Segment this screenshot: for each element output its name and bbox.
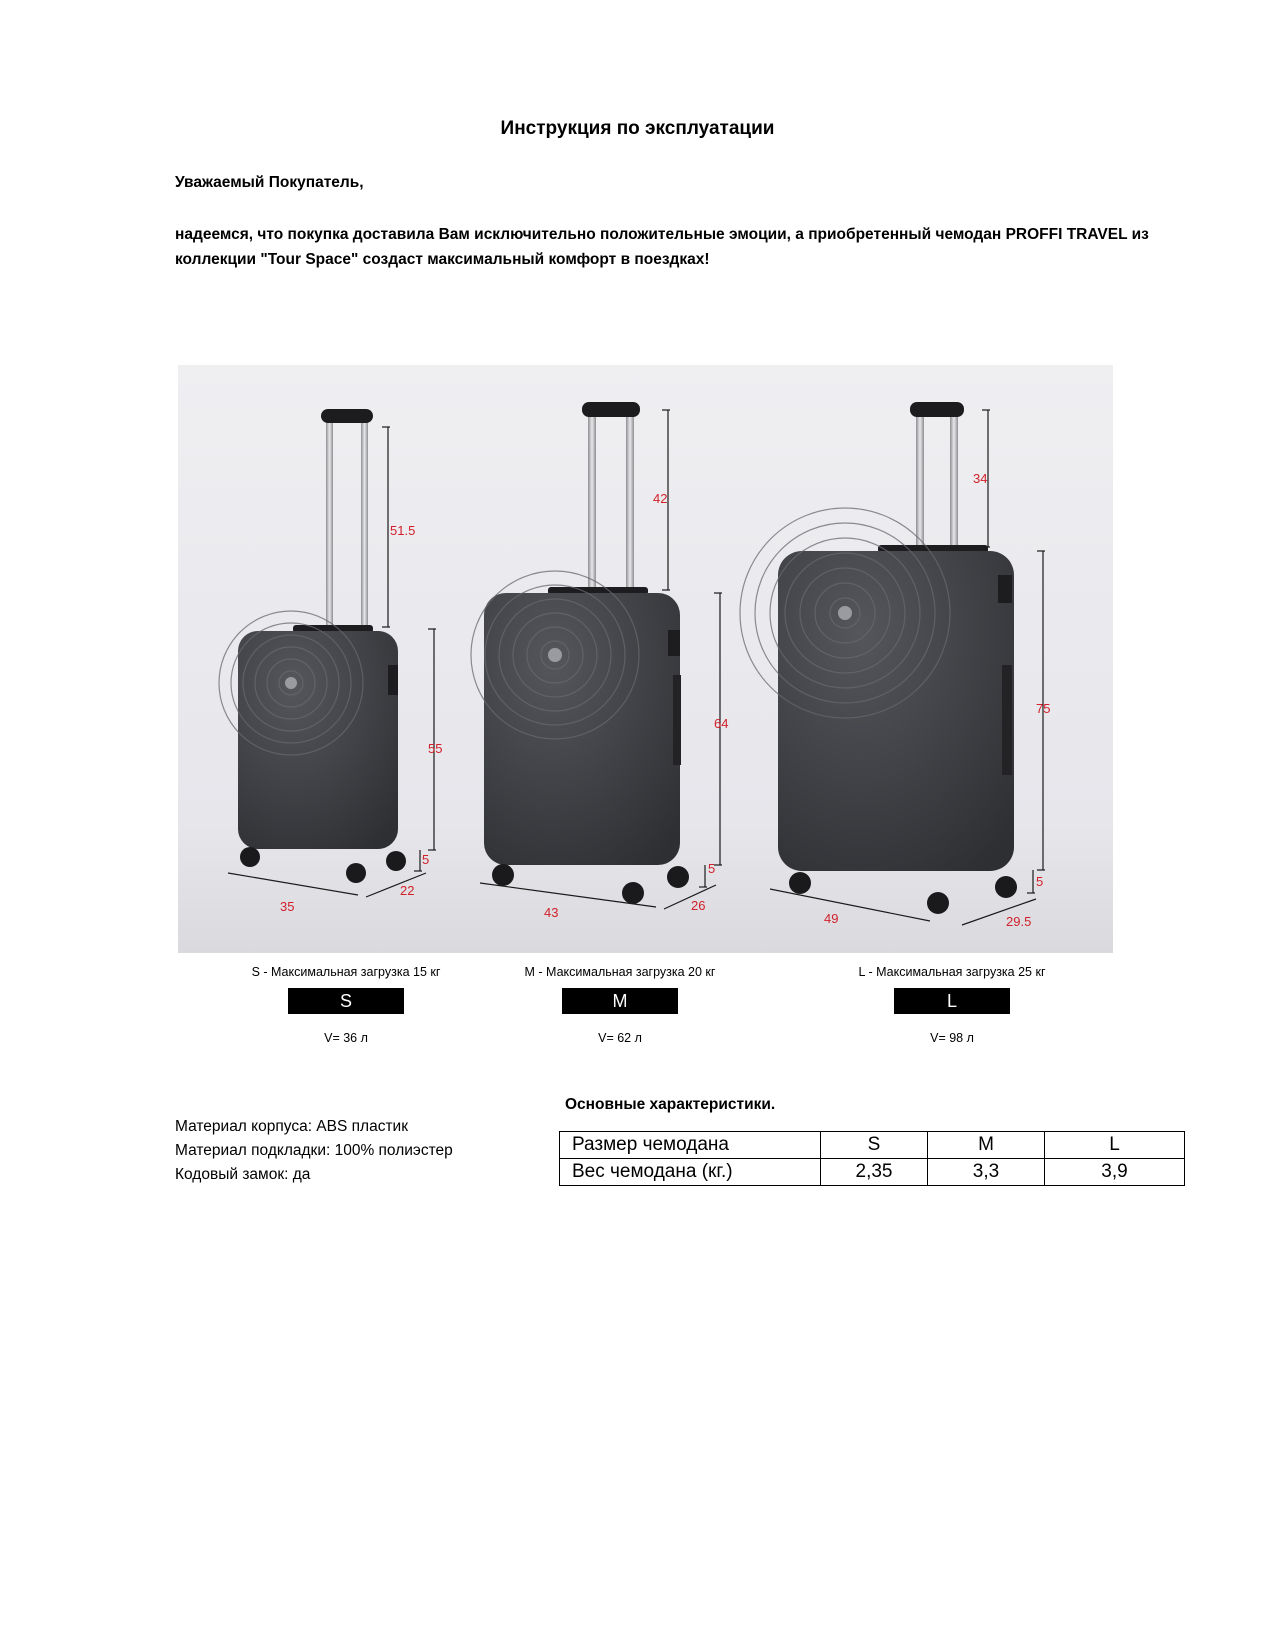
table-cell: S xyxy=(821,1132,928,1159)
size-l-block xyxy=(832,965,1072,1045)
size-s-volume: V= 36 л xyxy=(324,1031,368,1045)
properties-list xyxy=(175,1115,453,1187)
size-l-volume: V= 98 л xyxy=(930,1031,974,1045)
size-m-volume: V= 62 л xyxy=(598,1031,642,1045)
table-cell: 3,9 xyxy=(1045,1159,1185,1186)
size-m-caption: M - Максимальная загрузка 20 кг xyxy=(524,965,716,979)
spec-table xyxy=(559,1131,1185,1186)
dim-m-wheel: 5 xyxy=(708,861,716,876)
dim-m-width: 43 xyxy=(544,905,559,920)
size-l-badge: L xyxy=(894,988,1010,1014)
property-item: Материал подкладки: 100% полиэстер xyxy=(175,1142,453,1159)
page-title: Инструкция по эксплуатации xyxy=(500,118,775,139)
table-row xyxy=(560,1159,1185,1186)
greeting: Уважаемый Покупатель, xyxy=(175,174,364,191)
dim-m-handle: 42 xyxy=(653,491,668,506)
table-cell: Размер чемодана xyxy=(560,1132,821,1159)
dim-l-wheel: 5 xyxy=(1036,874,1044,889)
table-cell: 3,3 xyxy=(928,1159,1045,1186)
dim-l-height: 75 xyxy=(1036,701,1051,716)
size-m-block xyxy=(500,965,740,1045)
specs-title: Основные характеристики. xyxy=(565,1096,776,1113)
dim-l-depth: 29.5 xyxy=(1006,914,1032,929)
dim-s-height: 55 xyxy=(428,741,443,756)
dim-s-handle: 51.5 xyxy=(390,523,416,538)
dim-s-wheel: 5 xyxy=(422,852,430,867)
table-cell: Вес чемодана (кг.) xyxy=(560,1159,821,1186)
table-row xyxy=(560,1132,1185,1159)
dim-m-height: 64 xyxy=(714,716,729,731)
intro-text-2: из коллекции "Tour Space" создаст максимальный комфорт в поездках! xyxy=(175,226,1149,268)
dim-l-handle: 34 xyxy=(973,471,988,486)
dim-l-width: 49 xyxy=(824,911,839,926)
dim-m-depth: 26 xyxy=(691,898,706,913)
size-s-caption: S - Максимальная загрузка 15 кг xyxy=(251,965,441,979)
intro-text-1: надеемся, что покупка доставила Вам исключительно положительные эмоции, а приобретенный чемодан xyxy=(175,226,1006,243)
intro-paragraph xyxy=(175,222,1185,272)
dim-s-width: 35 xyxy=(280,899,295,914)
table-cell: 2,35 xyxy=(821,1159,928,1186)
size-l-caption: L - Максимальная загрузка 25 кг xyxy=(858,965,1046,979)
size-s-block xyxy=(226,965,466,1045)
table-cell: L xyxy=(1045,1132,1185,1159)
property-item: Материал корпуса: ABS пластик xyxy=(175,1118,408,1135)
size-s-badge: S xyxy=(288,988,404,1014)
table-cell: M xyxy=(928,1132,1045,1159)
size-m-badge: M xyxy=(562,988,678,1014)
suitcases-photo xyxy=(178,365,1113,953)
dim-s-depth: 22 xyxy=(400,883,415,898)
brand-name: PROFFI TRAVEL xyxy=(1005,226,1128,243)
property-item: Кодовый замок: да xyxy=(175,1166,311,1183)
